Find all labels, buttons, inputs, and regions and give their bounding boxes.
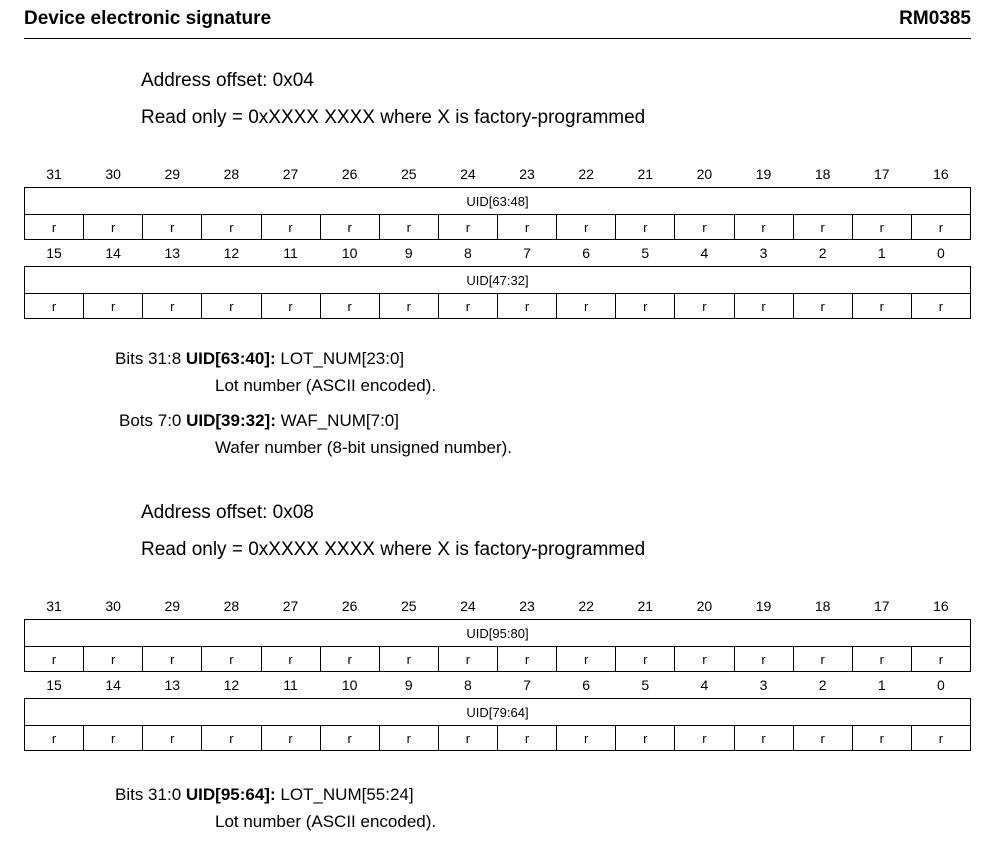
bit-number: 10 <box>341 245 358 261</box>
access-type: r <box>557 215 616 240</box>
bit-number: 24 <box>460 166 476 182</box>
access-type: r <box>84 647 143 672</box>
access-type: r <box>675 294 734 319</box>
bit-number: 13 <box>164 677 181 693</box>
access-type: r <box>202 647 261 672</box>
bit-range: Bits 31:0 <box>115 785 182 804</box>
access-type: r <box>143 647 202 672</box>
bit-numbers-high <box>25 593 971 620</box>
bit-numbers-high <box>25 161 971 188</box>
access-type: r <box>320 215 379 240</box>
bit-number: 31 <box>46 166 62 182</box>
bit-numbers-low <box>25 672 971 699</box>
bit-number: 19 <box>755 166 772 182</box>
access-type: r <box>734 215 793 240</box>
bit-number: 0 <box>937 677 945 693</box>
field-row-low <box>25 699 971 726</box>
field-row-low <box>25 267 971 294</box>
bit-description <box>115 349 404 369</box>
bit-number: 25 <box>401 166 417 182</box>
access-type: r <box>379 726 438 751</box>
access-type: r <box>557 726 616 751</box>
access-type: r <box>202 726 261 751</box>
bit-number: 30 <box>105 166 121 182</box>
bit-number: 20 <box>696 598 713 614</box>
read-only-note: Read only = 0xXXXX XXXX where X is factory-programmed <box>141 539 646 560</box>
bit-numbers-low <box>25 240 971 267</box>
access-type: r <box>498 726 557 751</box>
access-type: r <box>202 294 261 319</box>
bit-number: 24 <box>460 598 476 614</box>
page-header <box>24 6 971 39</box>
bit-number: 8 <box>464 245 472 261</box>
bit-number: 20 <box>696 166 713 182</box>
bit-number: 17 <box>874 166 890 182</box>
access-type: r <box>616 726 675 751</box>
access-type: r <box>557 647 616 672</box>
bit-number: 15 <box>46 677 62 693</box>
field-row-high <box>25 188 971 215</box>
access-type: r <box>852 726 911 751</box>
bit-number: 25 <box>401 598 417 614</box>
access-type: r <box>202 215 261 240</box>
access-type: r <box>379 647 438 672</box>
access-type: r <box>84 726 143 751</box>
bit-number: 19 <box>755 598 772 614</box>
access-type: r <box>25 294 84 319</box>
bit-number: 23 <box>519 598 535 614</box>
access-type: r <box>793 215 852 240</box>
access-row-low <box>25 294 971 319</box>
access-type: r <box>84 294 143 319</box>
bit-number: 9 <box>404 677 413 693</box>
bit-number: 5 <box>641 245 650 261</box>
access-type: r <box>261 215 320 240</box>
access-type: r <box>734 726 793 751</box>
bit-number: 17 <box>874 598 890 614</box>
bit-number: 4 <box>700 245 709 261</box>
access-type: r <box>498 215 557 240</box>
bit-number: 11 <box>283 245 298 261</box>
bit-range: Bits 31:8 <box>115 349 182 368</box>
register-table <box>24 161 971 319</box>
access-type: r <box>793 647 852 672</box>
bit-number: 28 <box>223 598 240 614</box>
bit-number: 21 <box>637 598 654 614</box>
bit-number: 12 <box>223 245 240 261</box>
bit-description <box>119 411 399 431</box>
bit-description-text: Lot number (ASCII encoded). <box>215 812 437 831</box>
field-label: UID[39:32]: <box>186 411 276 430</box>
access-type: r <box>438 294 497 319</box>
bit-description-text: Wafer number (8-bit unsigned number). <box>215 438 513 457</box>
access-type: r <box>25 215 84 240</box>
access-type: r <box>734 294 793 319</box>
access-type: r <box>261 726 320 751</box>
access-type: r <box>793 294 852 319</box>
field-name: UID[47:32] <box>25 267 971 294</box>
bit-number: 26 <box>341 166 358 182</box>
address-offset: Address offset: 0x04 <box>141 70 314 91</box>
field-subname: LOT_NUM[55:24] <box>280 785 414 804</box>
access-type: r <box>675 215 734 240</box>
bit-number: 1 <box>877 245 886 261</box>
access-type: r <box>557 294 616 319</box>
bit-number: 29 <box>164 598 181 614</box>
access-type: r <box>261 647 320 672</box>
bit-number: 18 <box>814 166 831 182</box>
access-type: r <box>379 294 438 319</box>
access-type: r <box>498 647 557 672</box>
bit-number: 23 <box>519 166 535 182</box>
bit-number: 22 <box>578 598 594 614</box>
bit-number: 9 <box>404 245 413 261</box>
bit-number: 4 <box>700 677 709 693</box>
access-type: r <box>852 215 911 240</box>
bit-number: 1 <box>877 677 886 693</box>
bit-number: 6 <box>582 677 591 693</box>
field-name: UID[79:64] <box>25 699 971 726</box>
access-type: r <box>143 726 202 751</box>
field-row-high <box>25 620 971 647</box>
access-type: r <box>25 647 84 672</box>
bit-number: 5 <box>641 677 650 693</box>
bit-number: 3 <box>759 677 768 693</box>
register-table <box>24 593 971 751</box>
bit-number: 28 <box>223 166 240 182</box>
access-type: r <box>320 647 379 672</box>
access-type: r <box>498 294 557 319</box>
bit-number: 7 <box>523 245 531 261</box>
access-type: r <box>143 294 202 319</box>
access-type: r <box>675 726 734 751</box>
bit-number: 27 <box>282 598 299 614</box>
access-type: r <box>852 647 911 672</box>
bit-number: 21 <box>637 166 654 182</box>
access-type: r <box>84 215 143 240</box>
access-type: r <box>438 726 497 751</box>
bit-number: 31 <box>46 598 62 614</box>
bit-number: 14 <box>105 245 121 261</box>
bit-number: 8 <box>464 677 472 693</box>
access-type: r <box>616 294 675 319</box>
access-row-high <box>25 215 971 240</box>
bit-number: 6 <box>582 245 591 261</box>
bit-number: 2 <box>818 677 827 693</box>
access-type: r <box>852 294 911 319</box>
access-type: r <box>143 215 202 240</box>
access-type: r <box>379 215 438 240</box>
access-type: r <box>793 726 852 751</box>
field-label: UID[95:64]: <box>185 785 276 804</box>
access-type: r <box>911 215 970 240</box>
access-type: r <box>734 647 793 672</box>
bit-number: 2 <box>818 245 827 261</box>
bit-number: 16 <box>933 166 949 182</box>
bit-number: 14 <box>105 677 121 693</box>
bit-number: 18 <box>814 598 831 614</box>
section-title: Device electronic signature <box>24 8 272 29</box>
field-label: UID[63:40]: <box>185 349 276 368</box>
access-row-low <box>25 726 971 751</box>
access-row-high <box>25 647 971 672</box>
access-type: r <box>438 647 497 672</box>
bit-number: 15 <box>46 245 62 261</box>
bit-description <box>115 785 414 805</box>
bit-description-text: Lot number (ASCII encoded). <box>215 376 437 395</box>
bit-number: 10 <box>341 677 358 693</box>
access-type: r <box>911 726 970 751</box>
bit-number: 29 <box>164 166 181 182</box>
bit-number: 0 <box>937 245 945 261</box>
access-type: r <box>911 294 970 319</box>
address-offset: Address offset: 0x08 <box>141 502 314 523</box>
access-type: r <box>616 647 675 672</box>
access-type: r <box>25 726 84 751</box>
bit-range: Bots 7:0 <box>119 411 182 430</box>
bit-number: 22 <box>578 166 594 182</box>
field-name: UID[95:80] <box>25 620 971 647</box>
bit-number: 16 <box>933 598 949 614</box>
access-type: r <box>675 647 734 672</box>
field-subname: WAF_NUM[7:0] <box>280 411 399 430</box>
bit-number: 3 <box>759 245 768 261</box>
access-type: r <box>616 215 675 240</box>
bit-number: 30 <box>105 598 121 614</box>
access-type: r <box>438 215 497 240</box>
bit-number: 26 <box>341 598 358 614</box>
access-type: r <box>261 294 320 319</box>
field-subname: LOT_NUM[23:0] <box>280 349 405 368</box>
access-type: r <box>320 726 379 751</box>
read-only-note: Read only = 0xXXXX XXXX where X is factory-programmed <box>141 107 646 128</box>
bit-number: 13 <box>164 245 181 261</box>
field-name: UID[63:48] <box>25 188 971 215</box>
document-id: RM0385 <box>899 8 971 29</box>
bit-number: 27 <box>282 166 299 182</box>
access-type: r <box>320 294 379 319</box>
access-type: r <box>911 647 970 672</box>
bit-number: 12 <box>223 677 240 693</box>
bit-number: 7 <box>523 677 531 693</box>
bit-number: 11 <box>283 677 298 693</box>
